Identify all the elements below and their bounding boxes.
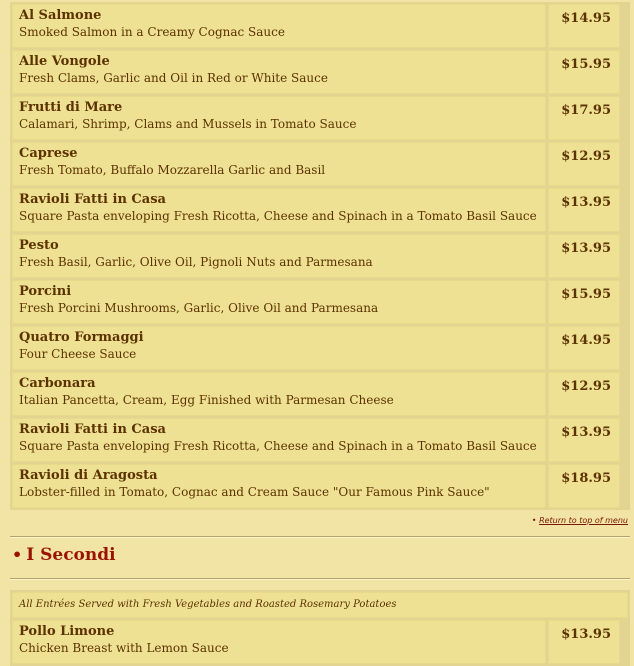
- menu-item-cell: [12, 96, 546, 140]
- menu-item-price: $15.95: [548, 280, 620, 324]
- menu-item-description: Italian Pancetta, Cream, Egg Finished with Parmesan Cheese: [19, 393, 394, 407]
- menu-item-price: $14.95: [548, 326, 620, 370]
- menu-item-description: Calamari, Shrimp, Clams and Mussels in Tomato Sauce: [19, 117, 357, 131]
- menu-row: [12, 188, 628, 232]
- menu-row: [12, 418, 628, 462]
- menu-row: [12, 4, 628, 48]
- return-to-top: [532, 516, 628, 525]
- menu-row: [12, 464, 628, 508]
- menu-item-description: Square Pasta enveloping Fresh Ricotta, Cheese and Spinach in a Tomato Basil Sauce: [19, 209, 537, 223]
- menu-item-description: Fresh Clams, Garlic and Oil in Red or White Sauce: [19, 71, 328, 85]
- menu-item-price: $12.95: [548, 142, 620, 186]
- menu-item-description: Fresh Basil, Garlic, Olive Oil, Pignoli Nuts and Parmesana: [19, 255, 373, 269]
- menu-item-name: Caprese: [19, 146, 78, 161]
- pasta-menu-table: [10, 2, 630, 510]
- menu-item-name: Ravioli Fatti in Casa: [19, 192, 166, 207]
- menu-item-price: $13.95: [548, 418, 620, 462]
- menu-item-price: $18.95: [548, 464, 620, 508]
- menu-row: [12, 620, 628, 664]
- divider: [10, 536, 630, 538]
- menu-item-name: Porcini: [19, 284, 72, 299]
- menu-item-description: Four Cheese Sauce: [19, 347, 137, 361]
- menu-item-description: Lobster-filled in Tomato, Cognac and Cream Sauce "Our Famous Pink Sauce": [19, 485, 490, 499]
- menu-row: [12, 280, 628, 324]
- menu-item-cell: [12, 620, 546, 664]
- menu-item-cell: [12, 280, 546, 324]
- menu-item-price: $13.95: [548, 620, 620, 664]
- menu-item-name: Al Salmone: [19, 8, 102, 23]
- menu-item-name: Pesto: [19, 238, 59, 253]
- menu-item-cell: [12, 418, 546, 462]
- menu-item-cell: [12, 464, 546, 508]
- menu-row: [12, 142, 628, 186]
- menu-item-description: Square Pasta enveloping Fresh Ricotta, Cheese and Spinach in a Tomato Basil Sauce: [19, 439, 537, 453]
- menu-row: [12, 96, 628, 140]
- menu-item-cell: [12, 50, 546, 94]
- menu-item-cell: [12, 4, 546, 48]
- menu-item-cell: [12, 326, 546, 370]
- menu-item-description: Smoked Salmon in a Creamy Cognac Sauce: [19, 25, 285, 39]
- menu-item-description: Fresh Porcini Mushrooms, Garlic, Olive Oil and Parmesana: [19, 301, 379, 315]
- menu-item-price: $15.95: [548, 50, 620, 94]
- menu-row: [12, 50, 628, 94]
- secondi-menu-table: [10, 590, 630, 666]
- menu-row: [12, 372, 628, 416]
- menu-item-name: Ravioli Fatti in Casa: [19, 422, 166, 437]
- menu-item-name: Pollo Limone: [19, 624, 115, 639]
- menu-item-name: Frutti di Mare: [19, 100, 123, 115]
- menu-row: [12, 326, 628, 370]
- menu-item-cell: [12, 234, 546, 278]
- menu-item-price: $12.95: [548, 372, 620, 416]
- bullet: •: [12, 545, 23, 564]
- section-title-text: I Secondi: [26, 545, 116, 565]
- menu-item-name: Alle Vongole: [19, 54, 110, 69]
- menu-item-cell: [12, 188, 546, 232]
- menu-item-name: Carbonara: [19, 376, 96, 391]
- divider: [10, 578, 630, 580]
- section-title: [12, 545, 116, 565]
- menu-item-name: Quatro Formaggi: [19, 330, 144, 345]
- section-note: All Entrées Served with Fresh Vegetables and Roasted Rosemary Potatoes: [12, 592, 628, 618]
- menu-item-cell: [12, 372, 546, 416]
- return-to-top-link[interactable]: Return to top of menu: [539, 516, 628, 525]
- menu-item-price: $14.95: [548, 4, 620, 48]
- menu-item-price: $13.95: [548, 188, 620, 232]
- menu-item-price: $17.95: [548, 96, 620, 140]
- menu-item-description: Fresh Tomato, Buffalo Mozzarella Garlic and Basil: [19, 163, 326, 177]
- menu-row: [12, 234, 628, 278]
- bullet: •: [531, 516, 537, 525]
- menu-item-price: $13.95: [548, 234, 620, 278]
- menu-item-description: Chicken Breast with Lemon Sauce: [19, 641, 229, 655]
- menu-item-cell: [12, 142, 546, 186]
- menu-item-name: Ravioli di Aragosta: [19, 468, 158, 483]
